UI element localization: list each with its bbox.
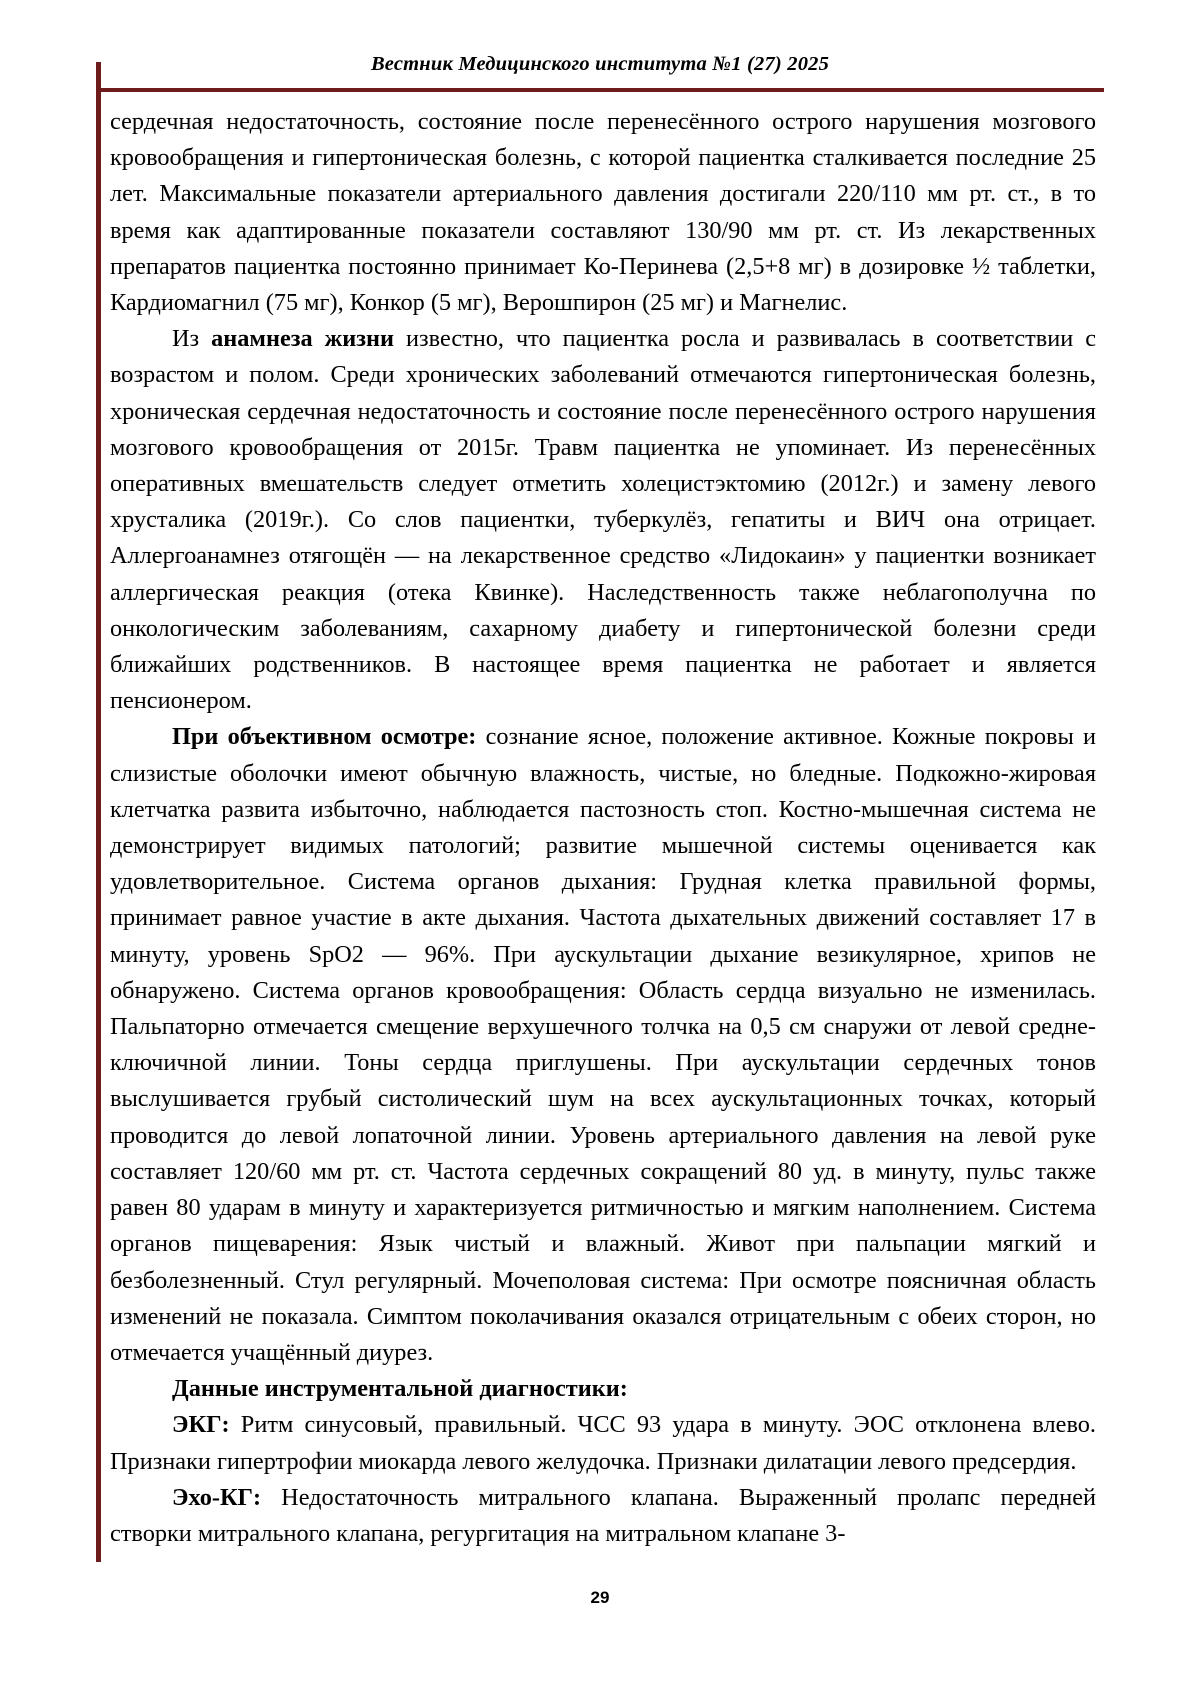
paragraph-anamnesis <box>110 321 1096 719</box>
paragraph-objective-exam <box>110 719 1096 1371</box>
running-title: Вестник Медицинского института №1 (27) 2025 <box>370 53 830 75</box>
page-body <box>110 104 1096 1552</box>
text-run: сознание ясное, положение активное. Кожные покровы и слизистые оболочки имеют обычную влажность, чистые, но бледные. Подкожно-жировая клетчатка развита избыточно, наблюдается пастозность стоп. Костно-мышечная система не демонстрирует видимых патологий; развитие мышечной системы оценивается как удовлетворительное. Система органов дыхания: Грудная клетка правильной формы, принимает равное участие в акте дыхания. Частота дыхательных движений составляет 17 в минуту, уровень SpO2 — 96%. При аускультации дыхание везикулярное, хрипов не обнаружено. Система органов кровообращения: Область сердца визуально не изменилась. Пальпаторно отмечается смещение верхушечного толчка на 0,5 см снаружи от левой средне-ключичной линии. Тоны сердца приглушены. При аускультации сердечных тонов выслушивается грубый систолический шум на всех аускультационных точках, который проводится до левой лопаточной линии. Уровень артериального давления на левой руке составляет 120/60 мм рт. ст. Частота сердечных сокращений 80 уд. в минуту, пульс также равен 80 ударам в минуту и характеризуется ритмичностью и мягким наполнением. Система органов пищеварения: Язык чистый и влажный. Живот при пальпации мягкий и безболезненный. Стул регулярный. Мочеполовая система: При осмотре поясничная область изменений не показала. Симптом поколачивания оказался отрицательным с обеих сторон, но отмечается учащённый диурез. <box>110 723 1096 1366</box>
text-run: сердечная недостаточность, состояние после перенесённого острого нарушения мозгового кровообращения и гипертоническая болезнь, с которой пациентка сталкивается последние 25 лет. Максимальные показатели артериального давления достигали 220/110 мм рт. ст., в то время как адаптированные показатели составляют 130/90 мм рт. ст. Из лекарственных препаратов пациентка постоянно принимает Ко-Перинева (2,5+8 мг) в дозировке ½ таблетки, Кардиомагнил (75 мг), Конкор (5 мг), Верошпирон (25 мг) и Магнелис. <box>110 108 1096 317</box>
text-run: известно, что пациентка росла и развивалась в соответствии с возрастом и полом. Среди хронических заболеваний отмечаются гипертоническая болезнь, хроническая сердечная недостаточность и состояние после перенесённого острого нарушения мозгового кровообращения от 2015г. Травм пациентка не упоминает. Из перенесённых оперативных вмешательств следует отметить холецистэктомию (2012г.) и замену левого хрусталика (2019г.). Со слов пациентки, туберкулёз, гепатиты и ВИЧ она отрицает. Аллергоанамнез отягощён — на лекарственное средство «Лидокаин» у пациентки возникает аллергическая реакция (отека Квинке). Наследственность также неблагополучна по онкологическим заболеваниям, сахарному диабету и гипертонической болезни среди ближайших родственников. В настоящее время пациентка не работает и является пенсионером. <box>110 325 1096 715</box>
text-run: Из <box>172 325 212 353</box>
paragraph-echo <box>110 1480 1096 1552</box>
page-number: 29 <box>590 1588 610 1607</box>
emphasis-run: анамнеза жизни <box>211 325 395 353</box>
left-margin-rule <box>96 62 101 1562</box>
emphasis-run: ЭКГ: <box>172 1411 230 1439</box>
text-run: Ритм синусовый, правильный. ЧСС 93 удара в минуту. ЭОС отклонена влево. Признаки гипертрофии миокарда левого желудочка. Признаки дилатации левого предсердия. <box>110 1411 1096 1475</box>
emphasis-run: При объективном осмотре: <box>172 723 477 751</box>
paragraph-ecg <box>110 1407 1096 1479</box>
paragraph-instrumental-heading <box>110 1371 1096 1407</box>
paragraph-continuation <box>110 104 1096 321</box>
page-header <box>96 52 1104 77</box>
emphasis-run: Данные инструментальной диагностики: <box>172 1375 628 1403</box>
header-divider-rule <box>96 88 1104 92</box>
text-run: Недостаточность митрального клапана. Выраженный пролапс передней створки митрального клапана, регургитация на митральном клапане 3- <box>110 1483 1096 1547</box>
emphasis-run: Эхо-КГ: <box>172 1483 262 1511</box>
